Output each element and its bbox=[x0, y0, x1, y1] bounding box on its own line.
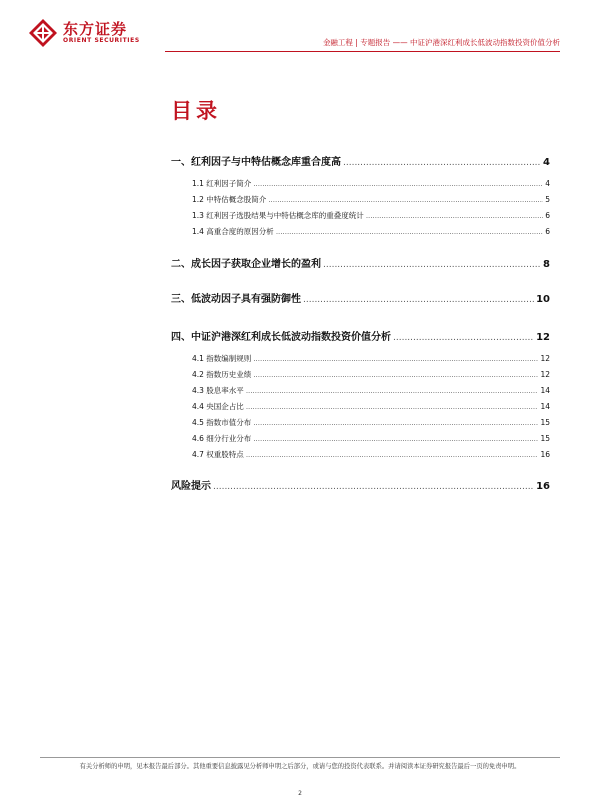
toc-entry-label: 三、低波动因子具有强防御性 bbox=[171, 294, 301, 305]
toc-entry-section-2[interactable] bbox=[171, 255, 550, 270]
leader-dots bbox=[246, 403, 539, 411]
toc-entry-label: 1.2 中特估概念股简介 bbox=[192, 195, 267, 204]
toc-entry-label: 风险提示 bbox=[171, 481, 211, 492]
leader-dots bbox=[253, 435, 538, 443]
toc-entry-label: 4.2 指数历史业绩 bbox=[192, 370, 252, 379]
toc-entry-4-5[interactable] bbox=[171, 417, 550, 428]
toc-entry-label: 四、中证沪港深红利成长低波动指数投资价值分析 bbox=[171, 332, 391, 343]
toc-entry-1-1[interactable] bbox=[171, 178, 550, 189]
toc-entry-label: 4.1 指数编制规则 bbox=[192, 354, 252, 363]
leader-dots bbox=[253, 371, 538, 379]
leader-dots bbox=[366, 212, 543, 220]
footer-disclaimer: 有关分析师的申明，见本报告最后部分。其他重要信息披露见分析师申明之后部分，或请与您的投资代表联系。并请阅读本证券研究报告最后一页的免责申明。 bbox=[79, 763, 521, 770]
leader-dots bbox=[246, 387, 539, 395]
leader-dots bbox=[253, 355, 538, 363]
toc-entry-4-1[interactable] bbox=[171, 353, 550, 364]
toc-entry-label: 二、成长因子获取企业增长的盈利 bbox=[171, 259, 321, 270]
leader-dots bbox=[213, 482, 534, 492]
toc-entry-page: 8 bbox=[543, 259, 550, 270]
toc-entry-page: 4 bbox=[543, 157, 550, 168]
toc-entry-page: 5 bbox=[545, 195, 550, 204]
toc-entry-4-3[interactable] bbox=[171, 385, 550, 396]
leader-dots bbox=[343, 158, 541, 168]
leader-dots bbox=[303, 295, 534, 305]
toc-entry-1-3[interactable] bbox=[171, 210, 550, 221]
leader-dots bbox=[323, 260, 541, 270]
toc-entry-page: 16 bbox=[540, 450, 550, 459]
toc-entry-page: 14 bbox=[540, 386, 550, 395]
toc-entry-label: 1.4 高重合度的原因分析 bbox=[192, 227, 274, 236]
toc-entry-risk[interactable] bbox=[171, 477, 550, 492]
page-number: 2 bbox=[298, 790, 302, 797]
leader-dots bbox=[246, 451, 539, 459]
toc-entry-label: 一、红利因子与中特估概念库重合度高 bbox=[171, 157, 341, 168]
toc-entry-page: 14 bbox=[540, 402, 550, 411]
logo-cn-text: 东方证券 bbox=[63, 20, 128, 38]
toc-entry-label: 4.7 权重股特点 bbox=[192, 450, 244, 459]
leader-dots bbox=[253, 419, 538, 427]
logo-icon bbox=[28, 18, 58, 48]
toc-entry-4-6[interactable] bbox=[171, 433, 550, 444]
toc-entry-page: 6 bbox=[545, 227, 550, 236]
toc-entry-section-4[interactable] bbox=[171, 328, 550, 343]
toc-title: 目录 bbox=[171, 99, 221, 123]
toc-entry-label: 4.6 细分行业分布 bbox=[192, 434, 252, 443]
toc-entry-page: 6 bbox=[545, 211, 550, 220]
header-divider bbox=[165, 51, 560, 52]
toc-entry-4-2[interactable] bbox=[171, 369, 550, 380]
page-header bbox=[0, 0, 600, 54]
company-logo bbox=[28, 18, 140, 48]
toc-entry-label: 4.4 央国企占比 bbox=[192, 402, 244, 411]
toc-entry-1-2[interactable] bbox=[171, 194, 550, 205]
leader-dots bbox=[253, 180, 543, 188]
logo-en-text: ORIENT SECURITIES bbox=[63, 37, 140, 44]
toc-entry-label: 1.1 红利因子简介 bbox=[192, 179, 252, 188]
breadcrumb: 金融工程 | 专题报告 —— 中证沪港深红利成长低波动指数投资价值分析 bbox=[322, 38, 560, 47]
toc-entry-page: 16 bbox=[536, 481, 550, 492]
toc-entry-label: 4.3 股息率水平 bbox=[192, 386, 244, 395]
toc-entry-label: 4.5 指数市值分布 bbox=[192, 418, 252, 427]
toc-entry-page: 12 bbox=[540, 354, 550, 363]
toc-entry-page: 10 bbox=[536, 294, 550, 305]
toc-entry-page: 4 bbox=[545, 179, 550, 188]
leader-dots bbox=[393, 333, 534, 343]
leader-dots bbox=[276, 228, 543, 236]
footer-divider bbox=[40, 757, 560, 758]
toc-entry-section-3[interactable] bbox=[171, 290, 550, 305]
leader-dots bbox=[268, 196, 543, 204]
toc-entry-4-7[interactable] bbox=[171, 449, 550, 460]
toc-entry-label: 1.3 红利因子选股结果与中特估概念库的重叠度统计 bbox=[192, 211, 364, 220]
toc-entry-1-4[interactable] bbox=[171, 226, 550, 237]
toc-entry-page: 15 bbox=[540, 418, 550, 427]
toc-entry-page: 12 bbox=[540, 370, 550, 379]
toc-entry-page: 15 bbox=[540, 434, 550, 443]
toc-entry-section-1[interactable] bbox=[171, 153, 550, 168]
toc-entry-page: 12 bbox=[536, 332, 550, 343]
toc-entry-4-4[interactable] bbox=[171, 401, 550, 412]
